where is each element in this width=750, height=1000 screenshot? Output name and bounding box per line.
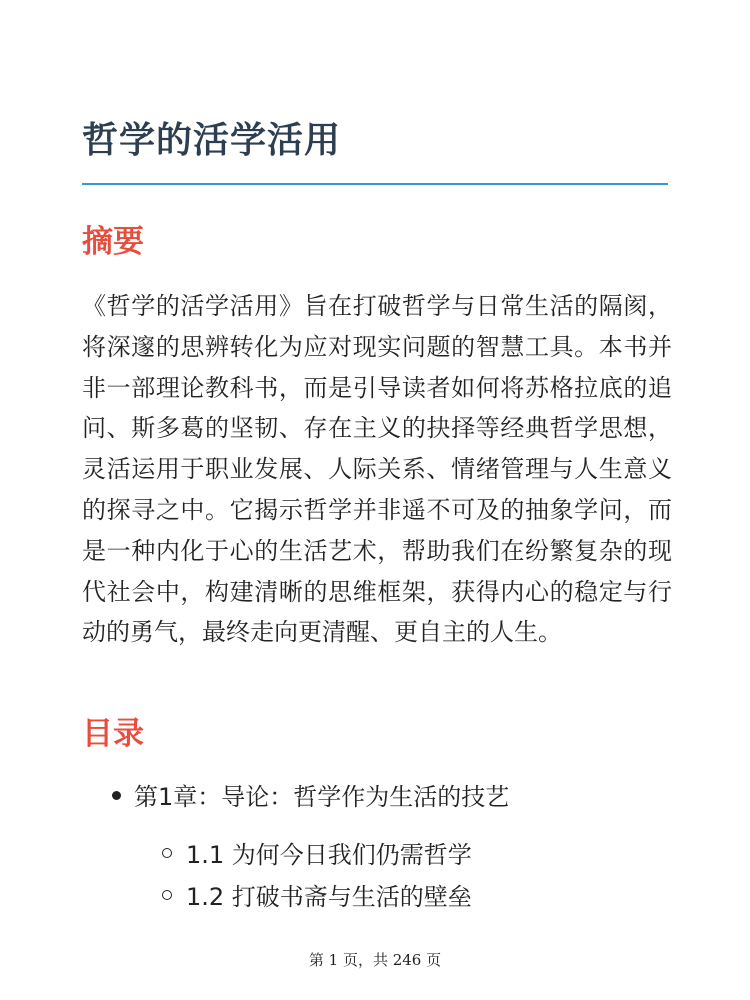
abstract-heading: 摘要 (82, 224, 144, 260)
toc-chapter-label: 第1章：导论：哲学作为生活的技艺 (134, 783, 510, 811)
page-number-footer: 第 1 页，共 246 页 (308, 951, 442, 969)
toc-section-item[interactable] (162, 880, 682, 914)
toc-heading: 目录 (82, 716, 144, 752)
bullet-circle-icon (162, 890, 172, 900)
abstract-paragraph: 《哲学的活学活用》旨在打破哲学与日常生活的隔阂，将深邃的思辨转化为应对现实问题的智慧工具。本书并非一部理论教科书，而是引导读者如何将苏格拉底的追问、斯多葛的坚韧、存在主义的抉择等经典哲学思想，灵活运用于职业发展、人际关系、情绪管理与人生意义的探寻之中。它揭示哲学并非遥不可及的抽象学问，而是一种内化于心的生活艺术，帮助我们在纷繁复杂的现代社会中，构建清晰的思维框架，获得内心的稳定与行动的勇气，最终走向更清醒、更自主的人生。 (82, 292, 672, 647)
toc-section-label: 1.1 为何今日我们仍需哲学 (186, 841, 472, 869)
toc-section-item[interactable] (162, 838, 682, 872)
title-divider (82, 183, 668, 185)
bullet-disc-icon (112, 791, 121, 800)
toc-section-label: 1.2 打破书斋与生活的壁垒 (186, 883, 472, 911)
toc-chapter-item[interactable] (112, 780, 672, 814)
document-title: 哲学的活学活用 (82, 120, 342, 161)
bullet-circle-icon (162, 848, 172, 858)
